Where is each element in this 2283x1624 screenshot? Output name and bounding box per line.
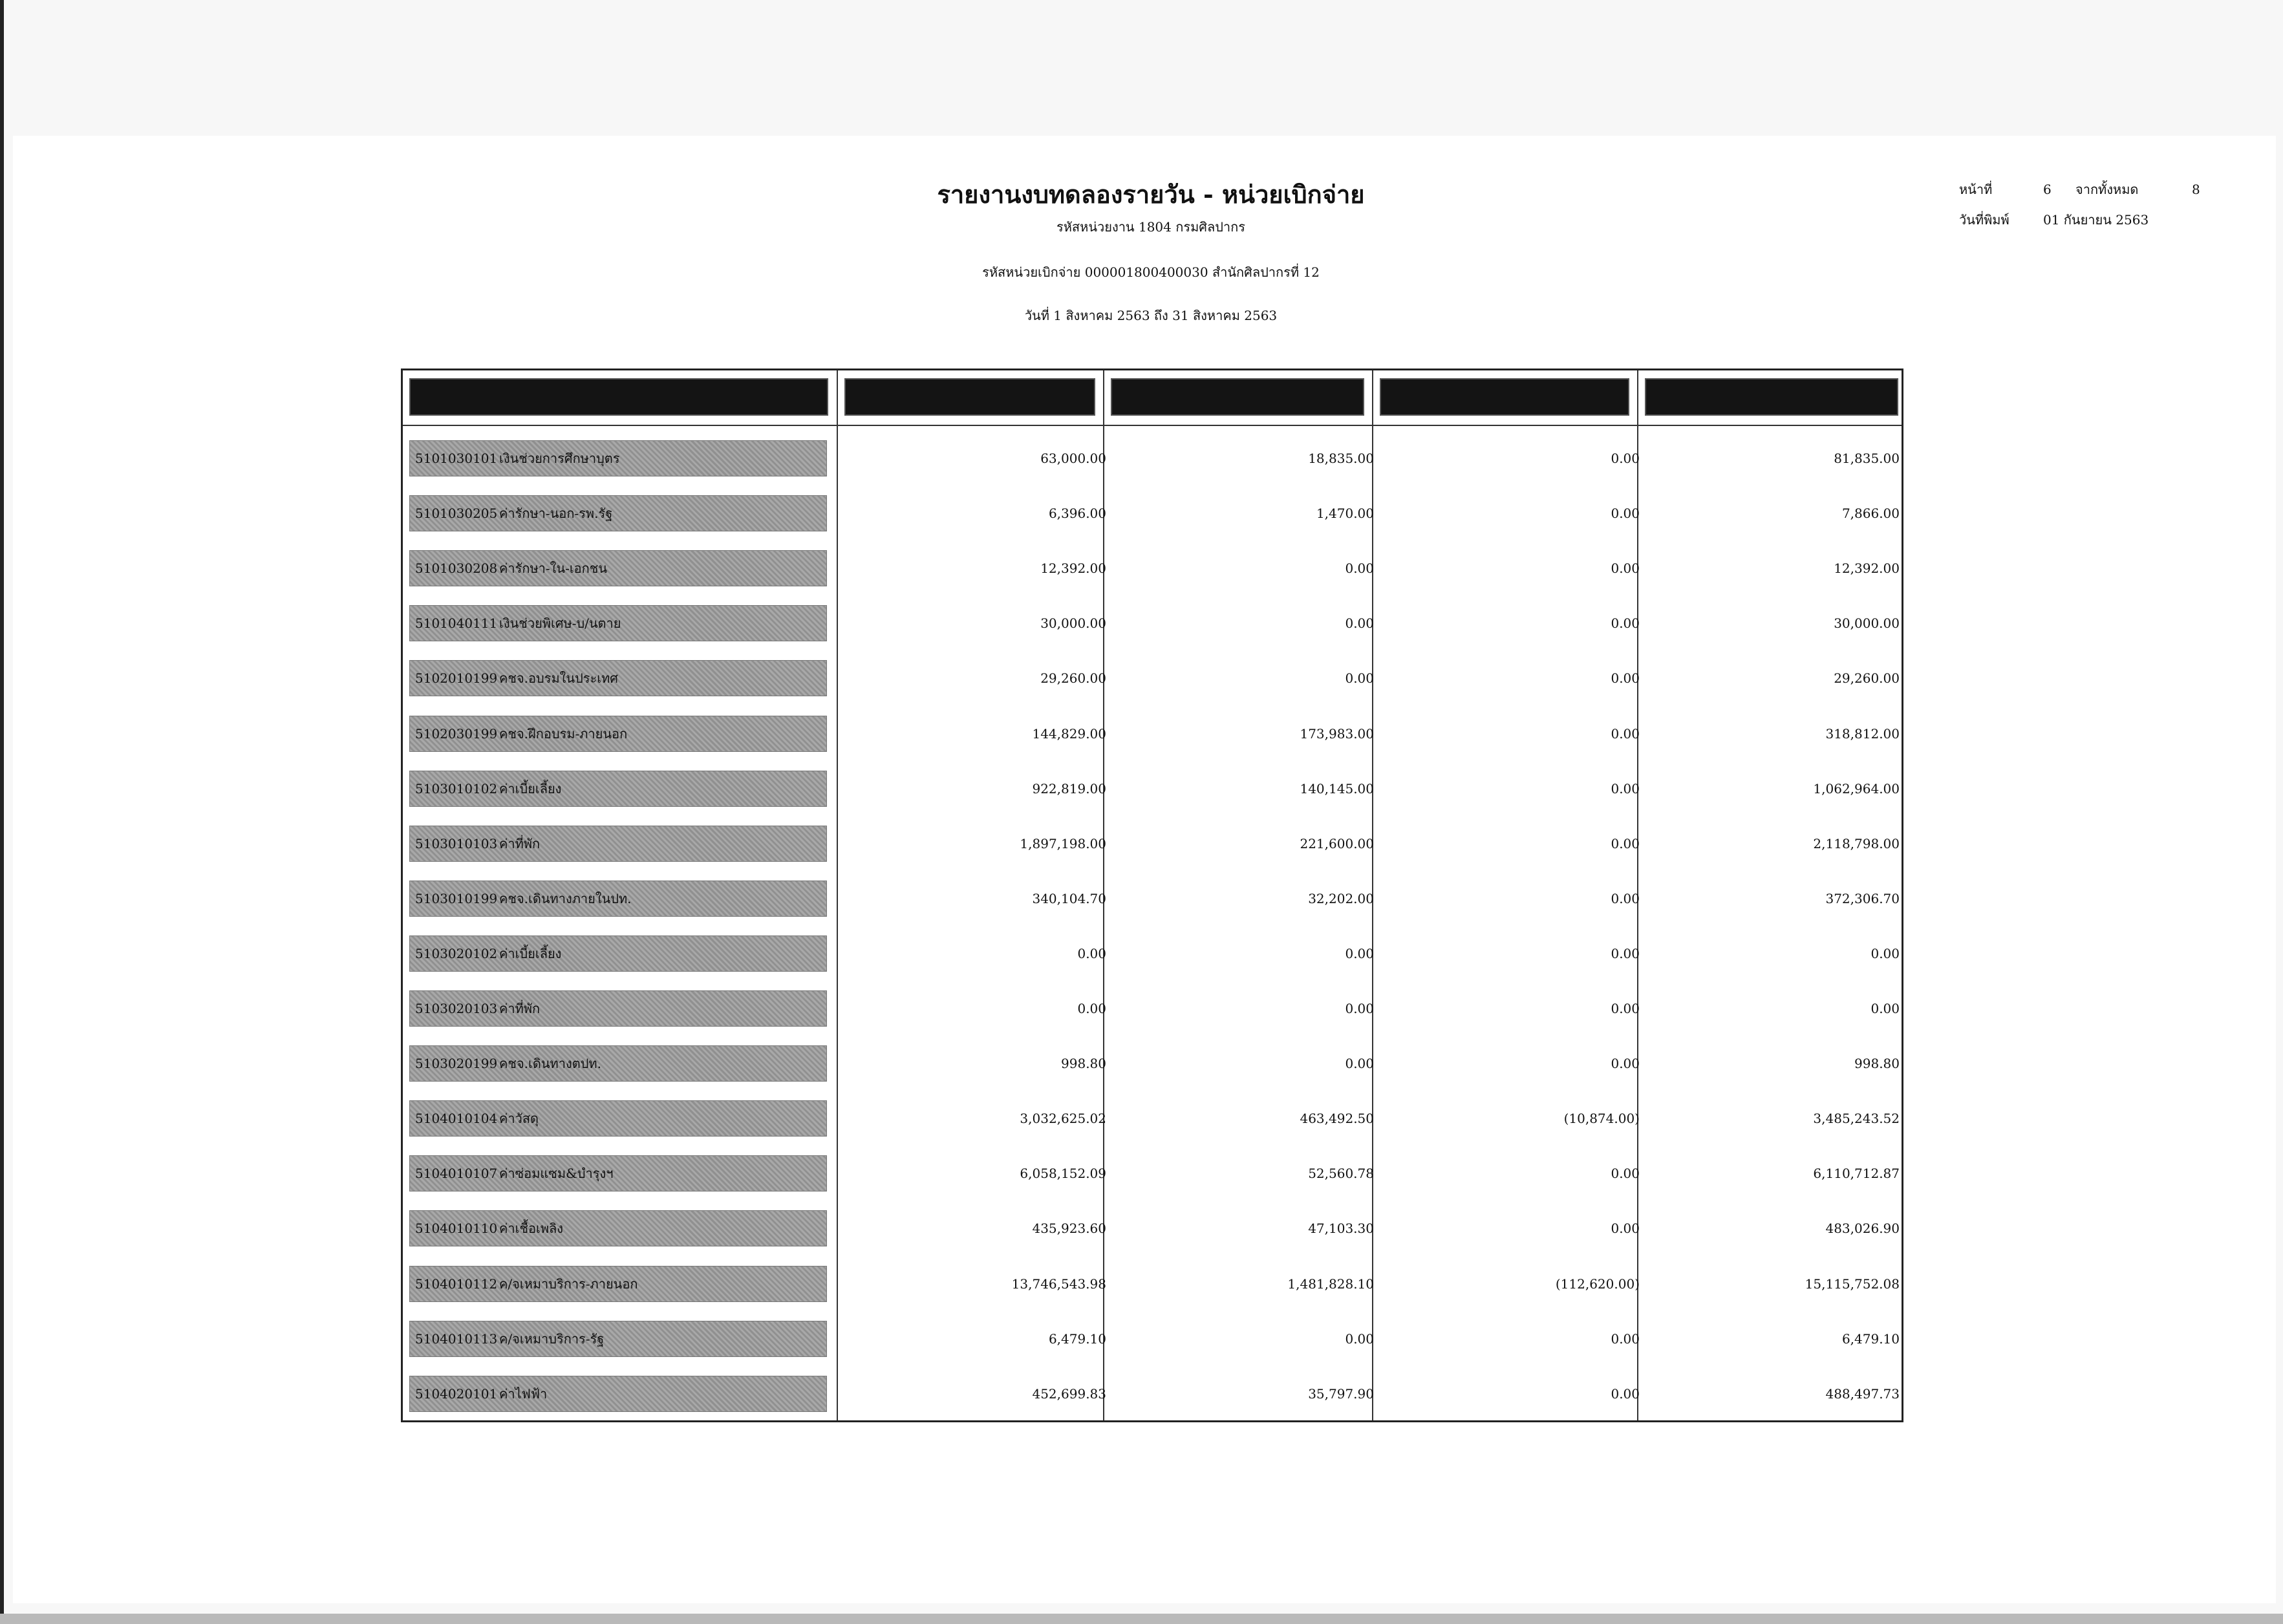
account-code: 5101040111 xyxy=(415,615,498,632)
account-name: ค่ารักษา-นอก-รพ.รัฐ xyxy=(499,506,613,522)
credit-cell: 0.00 xyxy=(1611,506,1640,522)
closing-balance-cell: 483,026.90 xyxy=(1825,1221,1900,1237)
table-row xyxy=(403,1095,1902,1150)
credit-cell: 0.00 xyxy=(1611,1330,1640,1347)
closing-balance-cell: 6,479.10 xyxy=(1841,1330,1900,1347)
closing-balance-cell: 998.80 xyxy=(1854,1056,1900,1072)
table-row xyxy=(403,1205,1902,1260)
credit-cell: 0.00 xyxy=(1611,1001,1640,1016)
page-label: หน้าที่ xyxy=(1959,182,1993,197)
page-info xyxy=(1959,179,2200,200)
header-closing-balance xyxy=(1645,378,1898,416)
table-row xyxy=(403,435,1902,490)
account-cell xyxy=(409,1321,827,1357)
credit-cell: (112,620.00) xyxy=(1555,1276,1640,1292)
scan-border-bottom xyxy=(0,1614,2283,1624)
account-code: 5103010102 xyxy=(415,780,498,796)
account-name: เงินช่วยการศึกษาบุตร xyxy=(499,451,620,466)
account-code: 5101030205 xyxy=(415,506,498,522)
credit-cell: 0.00 xyxy=(1611,780,1640,796)
account-cell xyxy=(409,1266,827,1302)
debit-cell: 221,600.00 xyxy=(1300,835,1374,851)
debit-cell: 0.00 xyxy=(1345,1056,1374,1072)
account-cell xyxy=(409,716,827,752)
opening-balance-cell: 1,897,198.00 xyxy=(1020,835,1106,851)
account-code: 5104010107 xyxy=(415,1166,498,1182)
credit-cell: 0.00 xyxy=(1611,1221,1640,1237)
account-cell xyxy=(409,881,827,917)
debit-cell: 173,983.00 xyxy=(1300,725,1374,742)
table-row xyxy=(403,600,1902,655)
opening-balance-cell: 29,260.00 xyxy=(1040,670,1106,687)
opening-balance-cell: 12,392.00 xyxy=(1040,561,1106,577)
period-line: วันที่ 1 สิงหาคม 2563 ถึง 31 สิงหาคม 2563 xyxy=(1024,308,1278,323)
scan-border-left xyxy=(0,0,4,1624)
account-code: 5104020101 xyxy=(415,1385,498,1402)
credit-cell: 0.00 xyxy=(1611,1166,1640,1182)
account-name: คชจ.เดินทางตปท. xyxy=(499,1056,601,1072)
account-cell xyxy=(409,1210,827,1246)
account-cell xyxy=(409,495,827,531)
closing-balance-cell: 0.00 xyxy=(1870,945,1900,961)
account-name: ค่าเชื้อเพลิง xyxy=(499,1221,564,1237)
closing-balance-cell: 29,260.00 xyxy=(1834,670,1900,687)
account-cell xyxy=(409,935,827,972)
account-name: เงินช่วยพิเศษ-บ/นตาย xyxy=(499,615,621,632)
credit-cell: 0.00 xyxy=(1611,615,1640,632)
account-name: คชจ.ฝึกอบรม-ภายนอก xyxy=(499,725,628,742)
account-code: 5103010103 xyxy=(415,835,498,851)
total-pages-label: จากทั้งหมด xyxy=(2075,182,2139,197)
table-row xyxy=(403,1261,1902,1316)
account-cell xyxy=(409,1376,827,1412)
disbursing-unit-line: รหัสหน่วยเบิกจ่าย 000001800400030 สำนักศิลปากรที่ 12 xyxy=(982,264,1320,280)
account-name: ค/จเหมาบริการ-รัฐ xyxy=(499,1330,605,1347)
account-cell xyxy=(409,660,827,696)
account-cell xyxy=(409,440,827,476)
closing-balance-cell: 15,115,752.08 xyxy=(1805,1276,1900,1292)
closing-balance-cell: 6,110,712.87 xyxy=(1813,1166,1900,1182)
account-code: 5104010112 xyxy=(415,1276,498,1292)
account-name: ค่าที่พัก xyxy=(499,1001,541,1016)
credit-cell: 0.00 xyxy=(1611,835,1640,851)
opening-balance-cell: 435,923.60 xyxy=(1032,1221,1106,1237)
account-code: 5102010199 xyxy=(415,670,498,687)
debit-cell: 52,560.78 xyxy=(1308,1166,1374,1182)
table-row xyxy=(403,765,1902,820)
account-name: ค่าไฟฟ้า xyxy=(499,1385,548,1402)
account-code: 5103020199 xyxy=(415,1056,498,1072)
account-name: ค่าเบี้ยเลี้ยง xyxy=(499,780,562,796)
opening-balance-cell: 0.00 xyxy=(1077,1001,1106,1016)
table-row xyxy=(403,930,1902,985)
total-pages: 8 xyxy=(2192,182,2200,197)
account-name: ค่าวัสดุ xyxy=(499,1111,539,1127)
debit-cell: 0.00 xyxy=(1345,945,1374,961)
closing-balance-cell: 0.00 xyxy=(1870,1001,1900,1016)
opening-balance-cell: 6,479.10 xyxy=(1048,1330,1106,1347)
closing-balance-cell: 1,062,964.00 xyxy=(1813,780,1900,796)
opening-balance-cell: 144,829.00 xyxy=(1032,725,1106,742)
account-name: คชจ.เดินทางภายในปท. xyxy=(499,890,632,906)
debit-cell: 1,481,828.10 xyxy=(1287,1276,1374,1292)
account-name: ค่ารักษา-ใน-เอกชน xyxy=(499,561,608,577)
account-code: 5103020103 xyxy=(415,1001,498,1016)
table-row xyxy=(403,1316,1902,1371)
account-code: 5103010199 xyxy=(415,890,498,906)
credit-cell: 0.00 xyxy=(1611,1056,1640,1072)
debit-cell: 140,145.00 xyxy=(1300,780,1374,796)
header-rule xyxy=(403,425,1902,426)
account-cell xyxy=(409,771,827,807)
page-number: 6 xyxy=(2043,182,2052,197)
account-cell xyxy=(409,1155,827,1191)
credit-cell: 0.00 xyxy=(1611,451,1640,466)
header-opening-balance xyxy=(844,378,1095,416)
credit-cell: 0.00 xyxy=(1611,1385,1640,1402)
closing-balance-cell: 12,392.00 xyxy=(1834,561,1900,577)
table-row xyxy=(403,985,1902,1040)
account-name: ค/จเหมาบริการ-ภายนอก xyxy=(499,1276,638,1292)
opening-balance-cell: 452,699.83 xyxy=(1032,1385,1106,1402)
debit-cell: 0.00 xyxy=(1345,561,1374,577)
table-row xyxy=(403,1040,1902,1095)
opening-balance-cell: 3,032,625.02 xyxy=(1020,1111,1106,1127)
debit-cell: 0.00 xyxy=(1345,670,1374,687)
opening-balance-cell: 6,396.00 xyxy=(1048,506,1106,522)
debit-cell: 35,797.90 xyxy=(1308,1385,1374,1402)
debit-cell: 32,202.00 xyxy=(1308,890,1374,906)
opening-balance-cell: 998.80 xyxy=(1061,1056,1106,1072)
credit-cell: (10,874.00) xyxy=(1563,1111,1640,1127)
header-account xyxy=(409,378,828,416)
header-debit xyxy=(1111,378,1364,416)
opening-balance-cell: 340,104.70 xyxy=(1032,890,1106,906)
opening-balance-cell: 0.00 xyxy=(1077,945,1106,961)
account-cell xyxy=(409,1045,827,1082)
account-name: ค่าซ่อมแซม&บำรุงฯ xyxy=(499,1166,614,1182)
debit-cell: 0.00 xyxy=(1345,615,1374,632)
table-row xyxy=(403,1371,1902,1426)
account-name: ค่าที่พัก xyxy=(499,835,541,851)
print-date: 01 กันยายน 2563 xyxy=(2043,212,2149,228)
closing-balance-cell: 3,485,243.52 xyxy=(1813,1111,1900,1127)
debit-cell: 18,835.00 xyxy=(1308,451,1374,466)
closing-balance-cell: 2,118,798.00 xyxy=(1813,835,1900,851)
debit-cell: 47,103.30 xyxy=(1308,1221,1374,1237)
table-row xyxy=(403,875,1902,930)
opening-balance-cell: 6,058,152.09 xyxy=(1020,1166,1106,1182)
credit-cell: 0.00 xyxy=(1611,670,1640,687)
account-code: 5104010110 xyxy=(415,1221,498,1237)
print-date-info xyxy=(1959,209,2149,230)
account-cell xyxy=(409,1100,827,1137)
closing-balance-cell: 318,812.00 xyxy=(1825,725,1900,742)
debit-cell: 0.00 xyxy=(1345,1330,1374,1347)
closing-balance-cell: 7,866.00 xyxy=(1841,506,1900,522)
table-row xyxy=(403,655,1902,710)
account-code: 5101030101 xyxy=(415,451,498,466)
closing-balance-cell: 488,497.73 xyxy=(1825,1385,1900,1402)
table-row xyxy=(403,1150,1902,1205)
account-code: 5104010104 xyxy=(415,1111,498,1127)
credit-cell: 0.00 xyxy=(1611,890,1640,906)
account-code: 5103020102 xyxy=(415,945,498,961)
print-date-label: วันที่พิมพ์ xyxy=(1959,212,2010,228)
account-cell xyxy=(409,826,827,862)
debit-cell: 1,470.00 xyxy=(1316,506,1374,522)
account-code: 5104010113 xyxy=(415,1330,498,1347)
credit-cell: 0.00 xyxy=(1611,945,1640,961)
opening-balance-cell: 63,000.00 xyxy=(1040,451,1106,466)
table-row xyxy=(403,545,1902,600)
opening-balance-cell: 922,819.00 xyxy=(1032,780,1106,796)
closing-balance-cell: 30,000.00 xyxy=(1834,615,1900,632)
opening-balance-cell: 30,000.00 xyxy=(1040,615,1106,632)
account-cell xyxy=(409,550,827,586)
account-name: คชจ.อบรมในประเทศ xyxy=(499,670,618,687)
account-name: ค่าเบี้ยเลี้ยง xyxy=(499,945,562,961)
closing-balance-cell: 81,835.00 xyxy=(1834,451,1900,466)
account-code: 5102030199 xyxy=(415,725,498,742)
credit-cell: 0.00 xyxy=(1611,561,1640,577)
credit-cell: 0.00 xyxy=(1611,725,1640,742)
closing-balance-cell: 372,306.70 xyxy=(1825,890,1900,906)
account-code: 5101030208 xyxy=(415,561,498,577)
opening-balance-cell: 13,746,543.98 xyxy=(1011,1276,1106,1292)
table-row xyxy=(403,710,1902,765)
table-row xyxy=(403,490,1902,545)
agency-line: รหัสหน่วยงาน 1804 กรมศิลปากร xyxy=(1056,219,1245,235)
account-cell xyxy=(409,605,827,641)
header-credit xyxy=(1380,378,1629,416)
report-title: รายงานงบทดลองรายวัน - หน่วยเบิกจ่าย xyxy=(937,180,1365,209)
trial-balance-table xyxy=(401,369,1903,1422)
debit-cell: 0.00 xyxy=(1345,1001,1374,1016)
debit-cell: 463,492.50 xyxy=(1300,1111,1374,1127)
table-row xyxy=(403,820,1902,875)
account-cell xyxy=(409,990,827,1027)
